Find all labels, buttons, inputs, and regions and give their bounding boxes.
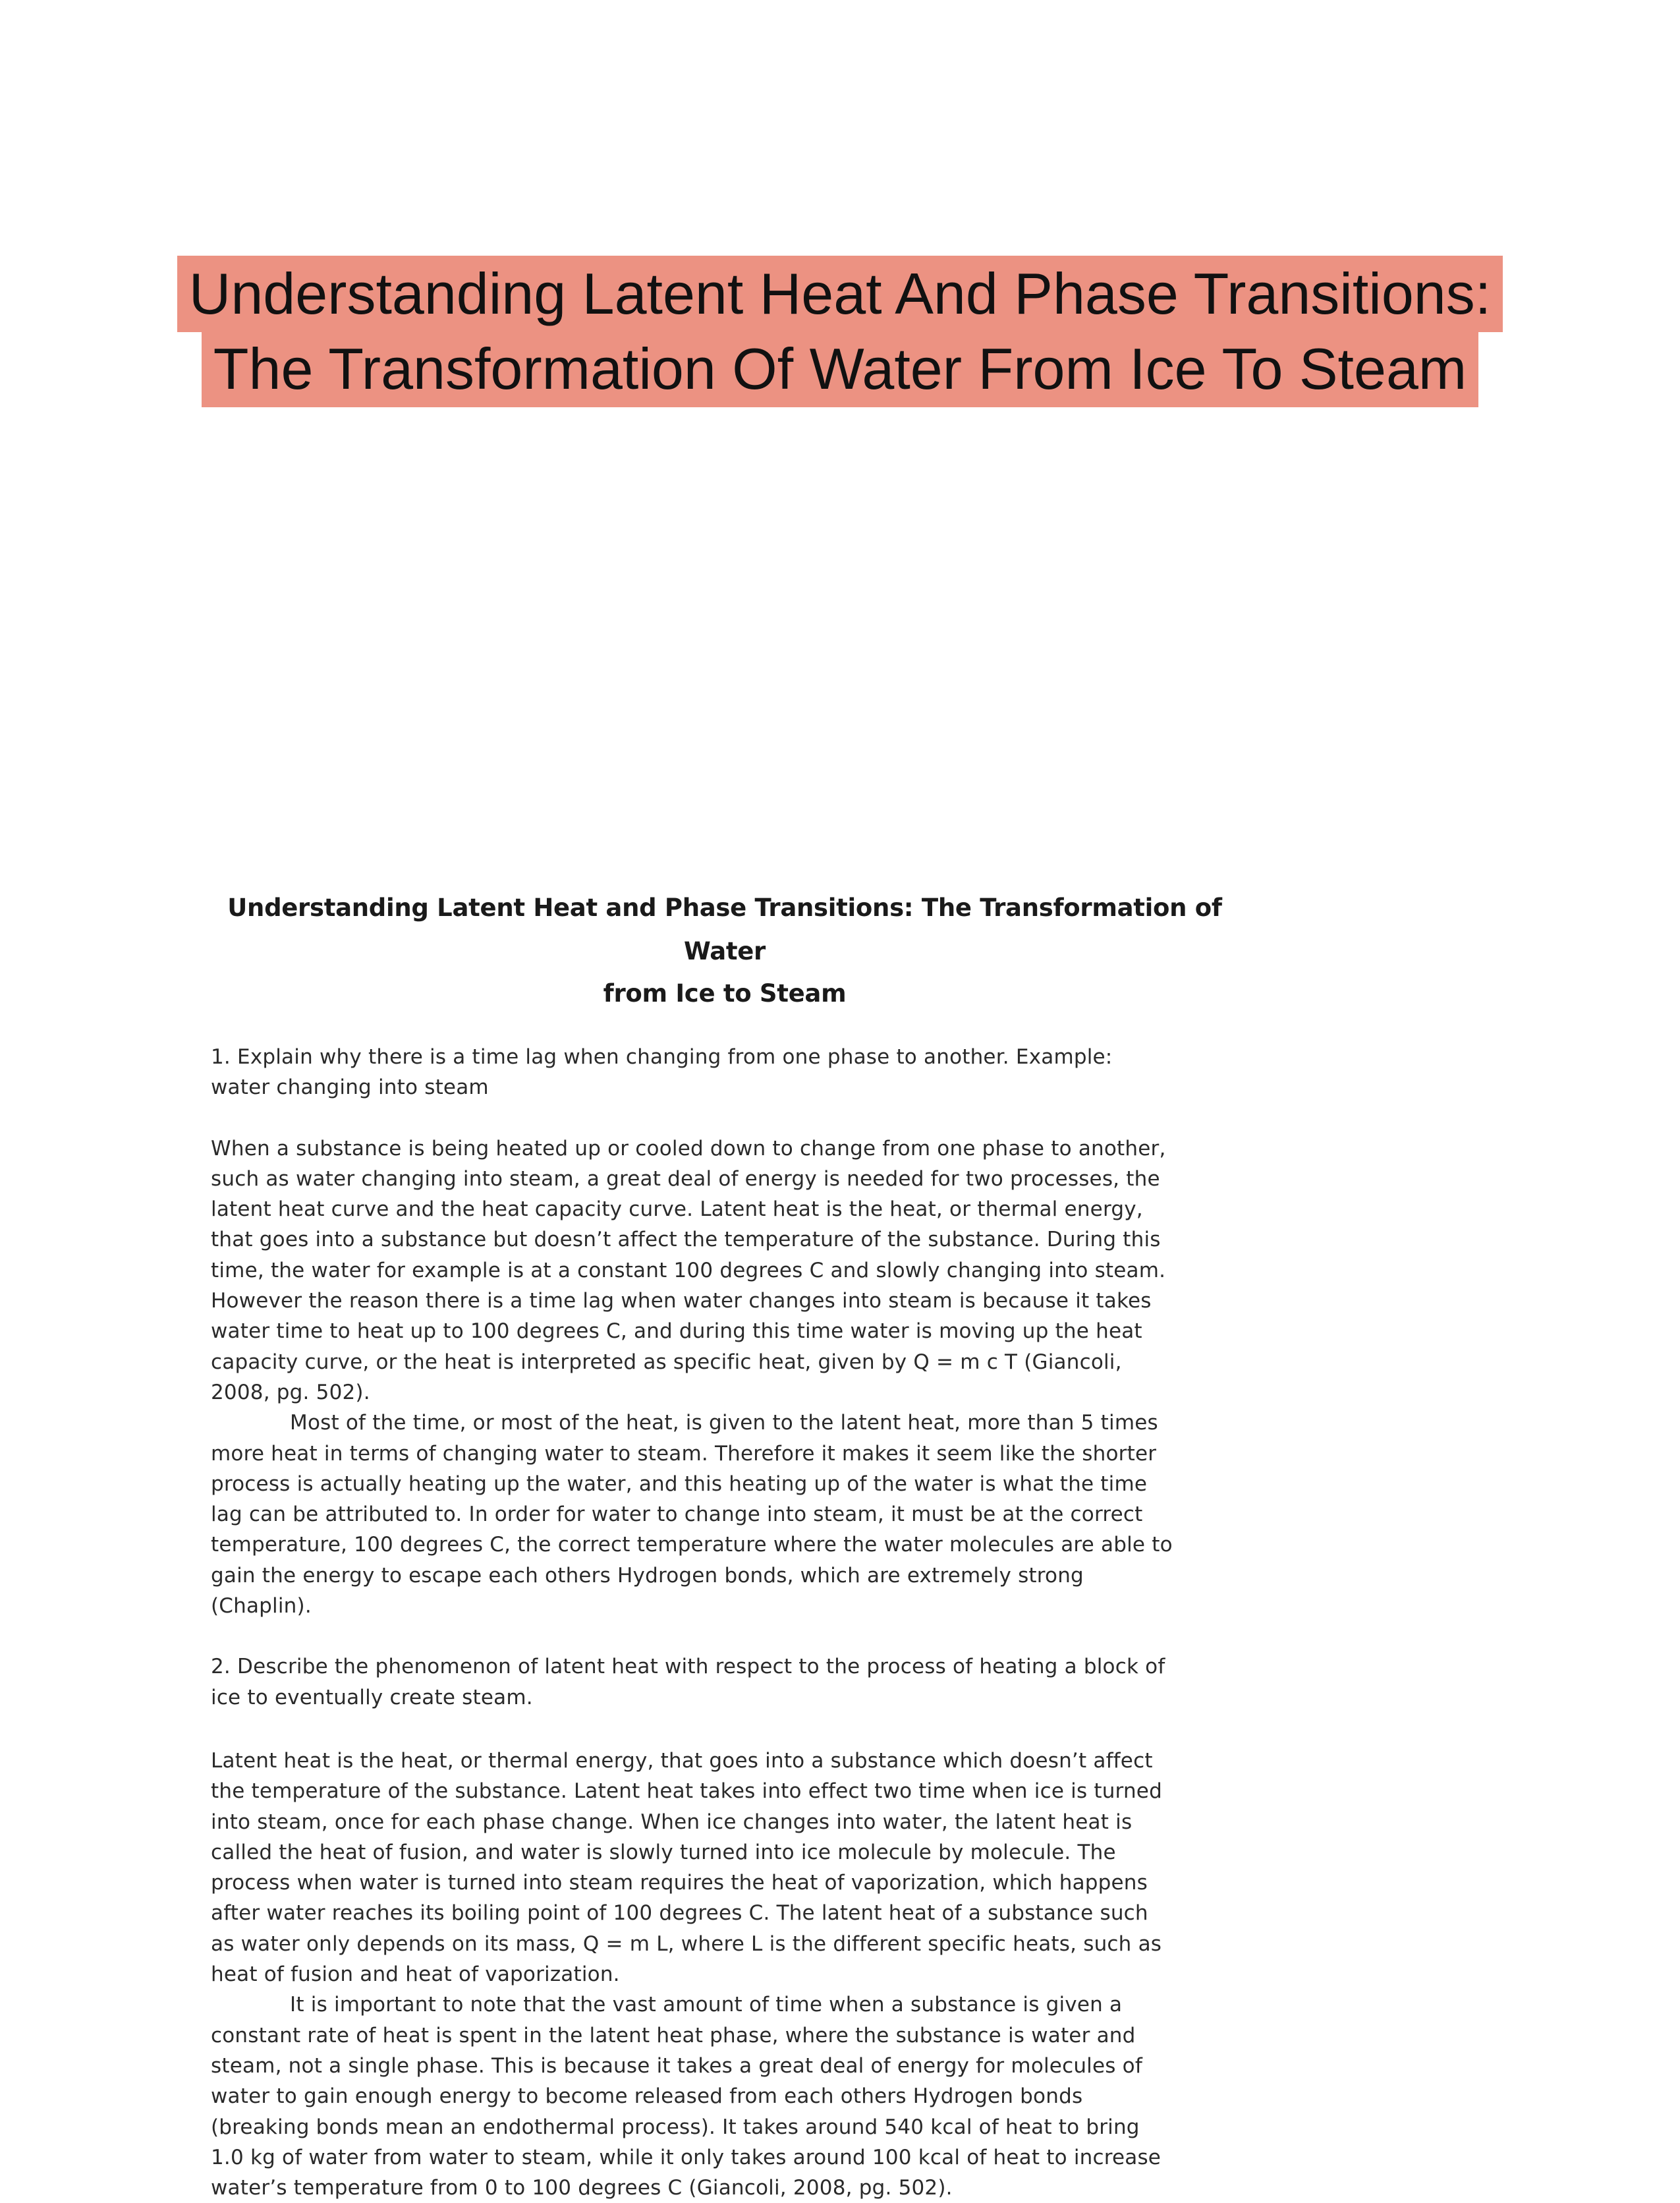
answer-1-paragraph-1 [211, 1133, 1239, 1408]
text-line: constant rate of heat is spent in the latent heat phase, where the substance is water and [211, 2023, 1136, 2047]
banner-title-line-1: Understanding Latent Heat And Phase Transitions: [177, 256, 1503, 332]
text-line: temperature, 100 degrees C, the correct temperature where the water molecules are able to [211, 1533, 1173, 1557]
text-line: heat of fusion and heat of vaporization. [211, 1962, 620, 1987]
text-line: Most of the time, or most of the heat, is given to the latent heat, more than 5 times [290, 1411, 1158, 1435]
title-banner [0, 256, 1680, 406]
text-line: capacity curve, or the heat is interpreted as specific heat, given by Q = m c T (Giancoli, [211, 1350, 1122, 1374]
text-line: When a substance is being heated up or cooled down to change from one phase to another, [211, 1136, 1166, 1160]
text-line: after water reaches its boiling point of 100 degrees C. The latent heat of a substance such [211, 1901, 1148, 1926]
question-1-line: 1. Explain why there is a time lag when changing from one phase to another. Example: [211, 1045, 1113, 1069]
text-line: gain the energy to escape each others Hydrogen bonds, which are extremely strong [211, 1563, 1084, 1588]
document-title-line-2: from Ice to Steam [603, 979, 847, 1008]
text-line: 2008, pg. 502). [211, 1380, 370, 1404]
text-line: 1.0 kg of water from water to steam, while it only takes around 100 kcal of heat to increase [211, 2145, 1162, 2169]
text-line: time, the water for example is at a constant 100 degrees C and slowly changing into steam. [211, 1258, 1166, 1282]
text-line: Latent heat is the heat, or thermal energy, that goes into a substance which doesn’t affect [211, 1748, 1153, 1773]
text-line: process is actually heating up the water, and this heating up of the water is what the time [211, 1472, 1148, 1496]
text-line: water to gain enough energy to become released from each others Hydrogen bonds [211, 2084, 1083, 2109]
question-2-line: ice to eventually create steam. [211, 1685, 533, 1709]
document-title [211, 886, 1239, 1016]
question-1-line: water changing into steam [211, 1075, 489, 1100]
text-line: such as water changing into steam, a great deal of energy is needed for two processes, the [211, 1166, 1160, 1191]
answer-2-paragraph-2 [211, 1989, 1239, 2203]
text-line: latent heat curve and the heat capacity curve. Latent heat is the heat, or thermal energy, [211, 1197, 1143, 1222]
document-title-line-1: Understanding Latent Heat and Phase Transitions: The Transformation of Water [227, 894, 1222, 965]
text-line: process when water is turned into steam requires the heat of vaporization, which happens [211, 1871, 1148, 1895]
question-2 [211, 1651, 1239, 1713]
text-line: water’s temperature from 0 to 100 degrees C (Giancoli, 2008, pg. 502). [211, 2176, 953, 2200]
text-line: water time to heat up to 100 degrees C, and during this time water is moving up the heat [211, 1319, 1142, 1344]
text-line: lag can be attributed to. In order for water to change into steam, it must be at the correct [211, 1502, 1143, 1527]
answer-1-paragraph-2 [211, 1408, 1239, 1621]
answer-2-paragraph-1 [211, 1746, 1239, 1989]
text-line: However the reason there is a time lag when water changes into steam is because it takes [211, 1289, 1152, 1313]
question-1 [211, 1042, 1239, 1103]
text-line: that goes into a substance but doesn’t affect the temperature of the substance. During this [211, 1228, 1161, 1252]
scanned-document-page [211, 886, 1239, 2203]
text-line: called the heat of fusion, and water is slowly turned into ice molecule by molecule. The [211, 1840, 1116, 1864]
text-line: as water only depends on its mass, Q = m L, where L is the different specific heats, such as [211, 1931, 1162, 1956]
text-line: It is important to note that the vast amount of time when a substance is given a [290, 1993, 1123, 2017]
text-line: more heat in terms of changing water to steam. Therefore it makes it seem like the shorter [211, 1441, 1157, 1466]
banner-title-line-2: The Transformation Of Water From Ice To Steam [202, 331, 1478, 407]
text-line: the temperature of the substance. Latent heat takes into effect two time when ice is turned [211, 1779, 1162, 1804]
text-line: (breaking bonds mean an endothermal process). It takes around 540 kcal of heat to bring [211, 2115, 1140, 2139]
question-2-line: 2. Describe the phenomenon of latent heat with respect to the process of heating a block of [211, 1655, 1165, 1679]
text-line: into steam, once for each phase change. When ice changes into water, the latent heat is [211, 1810, 1133, 1834]
text-line: steam, not a single phase. This is because it takes a great deal of energy for molecules of [211, 2053, 1142, 2078]
text-line: (Chaplin). [211, 1594, 312, 1618]
